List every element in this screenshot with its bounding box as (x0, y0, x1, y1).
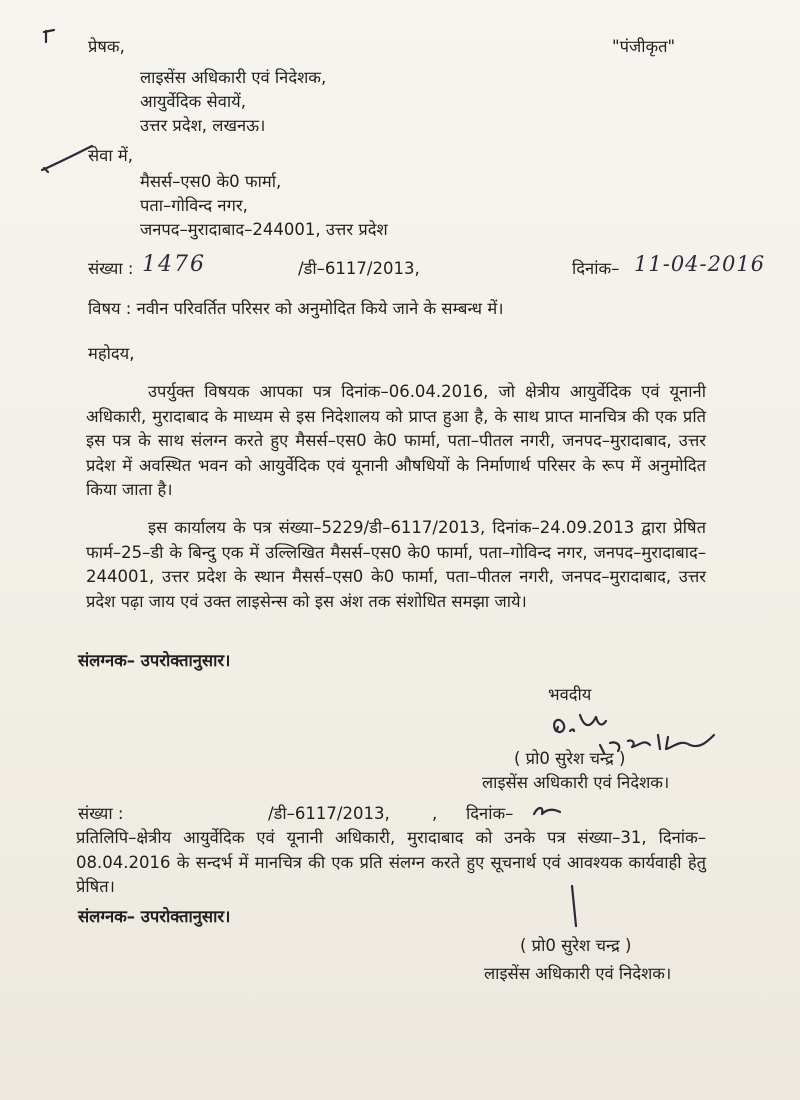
copy-text: प्रतिलिपि–क्षेत्रीय आयुर्वेदिक एवं यूनानी अधिकारी, मुरादाबाद को उनके पत्र संख्या–31, दिनांक–08.04.2016 के सन्दर्भ में मानचित्र की एक प्रति संलग्न करते हुए सूचनार्थ एवं आवश्यक कार्यवाही हेतु प्रेषित। (76, 828, 706, 896)
recipient-line-1: मैसर्स–एस0 के0 फार्मा, (140, 172, 282, 191)
sender-line-3: उत्तर प्रदेश, लखनऊ। (140, 116, 266, 135)
copy-ref-label: संख्या : (78, 804, 124, 823)
date-label: दिनांक– (572, 259, 620, 278)
enclosure-line: संलग्नक– उपरोक्तानुसार। (78, 651, 231, 670)
salutation: महोदय, (88, 344, 135, 363)
copy-comma: , (432, 804, 438, 823)
body-paragraph-2: इस कार्यालय के पत्र संख्या–5229/डी–6117/2013, दिनांक–24.09.2013 द्वारा प्रेषित फार्म–25–डी के बिन्दु एक में उल्लिखित मैसर्स–एस0 के0 फार्मा, पता–गोविन्द नगर, जनपद–मुरादाबाद–244001, उत्तर प्रदेश के स्थान मैसर्स–एस0 के0 फार्मा, पता–पीतल नगरी, जनपद–मुरादाबाद, उत्तर प्रदेश पढ़ा जाय एवं उक्त लाइसेन्स को इस अंश तक संशोधित समझा जाये। (86, 518, 706, 611)
ref-suffix: /डी–6117/2013, (298, 259, 420, 278)
subject-line: विषय : नवीन परिवर्तित परिसर को अनुमोदित किये जाने के सम्बन्ध में। (88, 299, 504, 318)
registered-label: "पंजीकृत" (612, 37, 676, 56)
ref-number-handwritten: 1476 (142, 252, 206, 277)
recipient-line-2: पता–गोविन्द नगर, (140, 196, 248, 215)
copy-ref-suffix: /डी–6117/2013, (268, 804, 390, 823)
signatory-title: लाइसेंस अधिकारी एवं निदेशक। (482, 773, 670, 792)
closing: भवदीय (548, 685, 592, 704)
sender-line-1: लाइसेंस अधिकारी एवं निदेशक, (140, 68, 327, 87)
pen-tick (38, 140, 98, 180)
copy-date-label: दिनांक– (466, 804, 514, 823)
pen-mark (40, 28, 60, 48)
sender-line-2: आयुर्वेदिक सेवायें, (140, 92, 246, 111)
copy-signature-stroke (560, 882, 590, 932)
date-handwritten: 11-04-2016 (634, 252, 766, 276)
body-paragraph-1: उपर्युक्त विषयक आपका पत्र दिनांक–06.04.2016, जो क्षेत्रीय आयुर्वेदिक एवं यूनानी अधिकारी, मुरादाबाद के माध्यम से इस निदेशालय को प्राप्त हुआ है, के साथ प्राप्त मानचित्र की एक प्रति इस पत्र के साथ संलग्न करते हुए मैसर्स–एस0 के0 फार्मा, पता–पीतल नगरी, जनपद–मुरादाबाद, उत्तर प्रदेश में अवस्थित भवन को आयुर्वेदिक एवं यूनानी औषधियों के निर्माणार्थ परिसर के रूप में अनुमोदित किया जाता है। (86, 382, 706, 499)
copy-enclosure-line: संलग्नक– उपरोक्तानुसार। (78, 907, 231, 926)
sender-label: प्रेषक, (88, 37, 125, 56)
copy-signatory-name: ( प्रो0 सुरेश चन्द्र ) (520, 936, 632, 955)
signatory-name: ( प्रो0 सुरेश चन्द्र ) (514, 749, 626, 768)
ref-label: संख्या : (88, 259, 134, 278)
date-pen-mark (530, 800, 570, 822)
copy-signatory-title: लाइसेंस अधिकारी एवं निदेशक। (484, 964, 672, 983)
recipient-line-3: जनपद–मुरादाबाद–244001, उत्तर प्रदेश (140, 220, 388, 239)
to-label: सेवा में, (88, 146, 133, 165)
